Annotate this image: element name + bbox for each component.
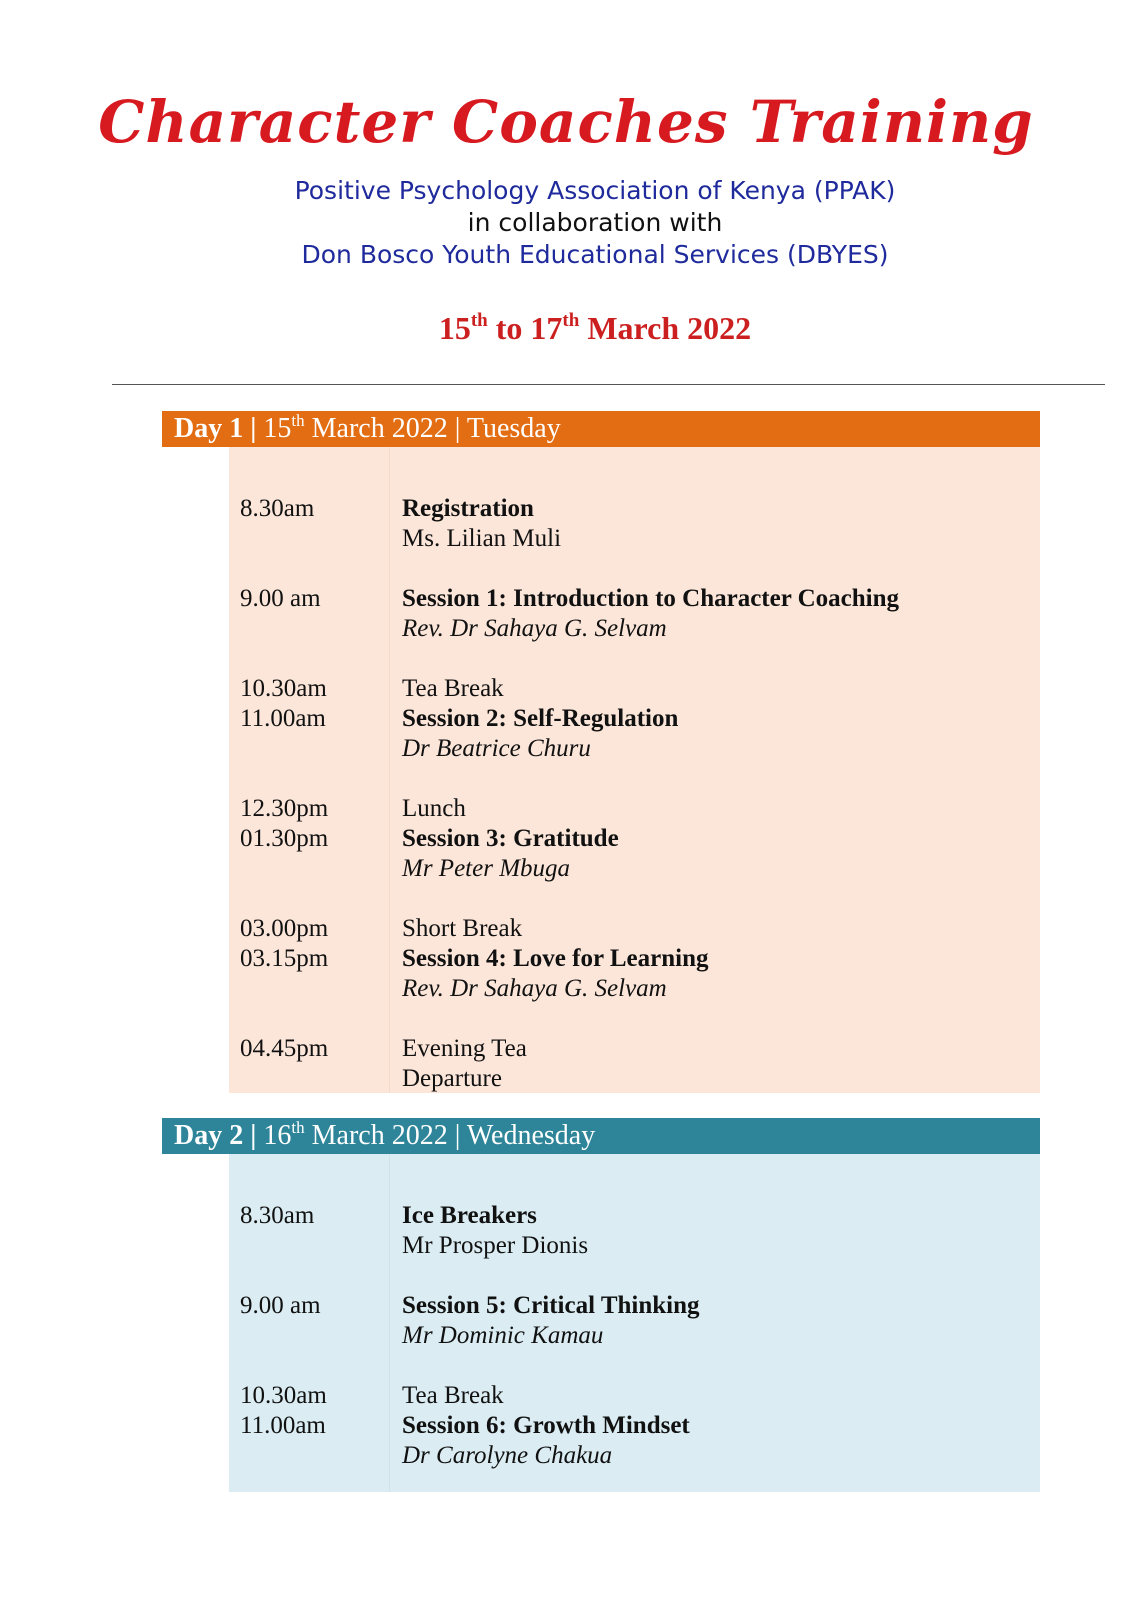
schedule-row (229, 1063, 1040, 1094)
schedule-row (229, 493, 1040, 524)
day2-schedule (229, 1154, 1040, 1492)
day2-separator-2: | (447, 1120, 467, 1151)
schedule-time: 04.45pm (240, 1035, 329, 1062)
date-to: to (487, 310, 531, 346)
schedule-row (229, 673, 1040, 704)
schedule-time: 03.00pm (240, 915, 329, 942)
schedule-activity: Rev. Dr Sahaya G. Selvam (402, 615, 667, 642)
day2-date-suffix: th (291, 1118, 305, 1137)
schedule-row (229, 1380, 1040, 1411)
schedule-time: 10.30am (240, 1382, 327, 1409)
schedule-time: 11.00am (240, 1412, 326, 1439)
schedule-activity: Short Break (402, 915, 523, 942)
day1-header (162, 411, 1040, 447)
day2-label: Day 2 (174, 1120, 244, 1151)
schedule-activity: Rev. Dr Sahaya G. Selvam (402, 975, 667, 1002)
schedule-row (229, 943, 1040, 974)
schedule-activity: Tea Break (402, 1382, 504, 1409)
schedule-row (229, 973, 1040, 1004)
schedule-row (229, 1410, 1040, 1441)
schedule-time: 12.30pm (240, 795, 329, 822)
schedule-activity: Ms. Lilian Muli (402, 525, 562, 552)
schedule-row (229, 733, 1040, 764)
schedule-row (229, 703, 1040, 734)
schedule-row (229, 613, 1040, 644)
schedule-time: 8.30am (240, 495, 315, 522)
schedule-activity: Dr Carolyne Chakua (402, 1442, 613, 1469)
schedule-row (229, 913, 1040, 944)
schedule-activity: Evening Tea (402, 1035, 527, 1062)
schedule-row (229, 1033, 1040, 1064)
schedule-row (229, 1290, 1040, 1321)
schedule-row (229, 1320, 1040, 1351)
day2-date-num: 16 (263, 1120, 292, 1151)
date-start-num: 15 (438, 310, 471, 346)
date-end-num: 17 (530, 310, 563, 346)
day1-schedule (229, 447, 1040, 1093)
schedule-activity: Departure (402, 1065, 502, 1092)
schedule-row (229, 1230, 1040, 1261)
day2-weekday: Wednesday (466, 1120, 596, 1151)
day1-separator-2: | (447, 413, 467, 444)
day2-separator: | (243, 1120, 264, 1151)
date-start-suffix: th (470, 310, 488, 331)
schedule-activity: Mr Dominic Kamau (402, 1322, 604, 1349)
training-dates (0, 310, 1132, 347)
schedule-row (229, 1440, 1040, 1471)
day2-header (162, 1118, 1040, 1154)
schedule-row (229, 1200, 1040, 1231)
schedule-row (229, 823, 1040, 854)
schedule-row (229, 793, 1040, 824)
day1-date-num: 15 (263, 413, 292, 444)
schedule-activity: Tea Break (402, 675, 504, 702)
schedule-activity: Session 3: Gratitude (402, 825, 619, 852)
schedule-activity: Ice Breakers (402, 1202, 537, 1229)
schedule-row (229, 853, 1040, 884)
date-month-year: March 2022 (579, 310, 752, 346)
schedule-activity: Session 1: Introduction to Character Coaching (402, 585, 900, 612)
schedule-activity: Session 2: Self-Regulation (402, 705, 679, 732)
organizer-ppak: Positive Psychology Association of Kenya (PPAK) (294, 176, 896, 205)
schedule-time: 10.30am (240, 675, 327, 702)
organizer-dbyes: Don Bosco Youth Educational Services (DBYES) (301, 240, 889, 269)
schedule-activity: Mr Peter Mbuga (402, 855, 571, 882)
date-end-suffix: th (562, 310, 580, 331)
schedule-activity: Dr Beatrice Churu (402, 735, 591, 762)
schedule-activity: Session 6: Growth Mindset (402, 1412, 690, 1439)
schedule-time: 03.15pm (240, 945, 329, 972)
schedule-time: 9.00 am (240, 1292, 321, 1319)
schedule-row (229, 583, 1040, 614)
collaboration-text: in collaboration with (467, 208, 723, 237)
document-title: Character Coaches Training (98, 88, 1034, 156)
schedule-activity: Registration (402, 495, 534, 522)
day1-date-rest: March 2022 (304, 413, 448, 444)
schedule-time: 9.00 am (240, 585, 321, 612)
schedule-time: 8.30am (240, 1202, 315, 1229)
schedule-activity: Session 5: Critical Thinking (402, 1292, 700, 1319)
schedule-activity: Lunch (402, 795, 466, 822)
day1-weekday: Tuesday (466, 413, 561, 444)
day1-date-suffix: th (291, 411, 305, 430)
day2-date-rest: March 2022 (304, 1120, 448, 1151)
horizontal-rule (112, 384, 1105, 385)
day1-label: Day 1 (174, 413, 244, 444)
schedule-row (229, 523, 1040, 554)
schedule-time: 01.30pm (240, 825, 329, 852)
day1-separator: | (243, 413, 264, 444)
schedule-activity: Mr Prosper Dionis (402, 1232, 589, 1259)
schedule-activity: Session 4: Love for Learning (402, 945, 709, 972)
schedule-time: 11.00am (240, 705, 326, 732)
